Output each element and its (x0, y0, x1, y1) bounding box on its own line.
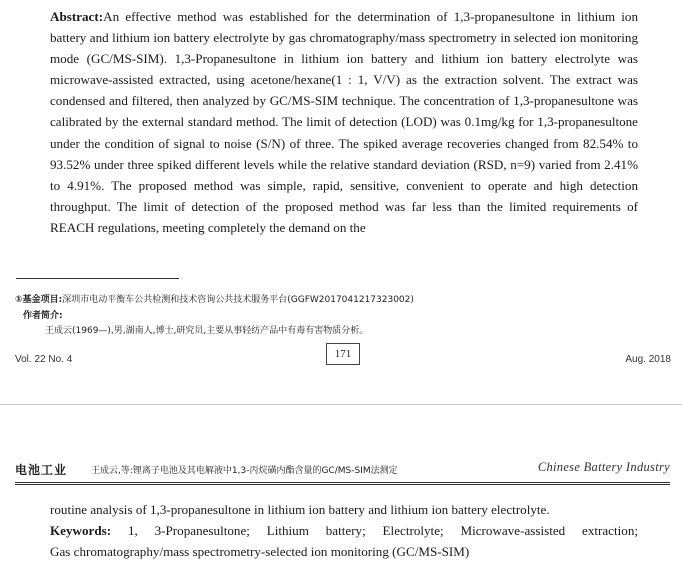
keywords-text-2: Gas chromatography/mass spectrometry-selected ion monitoring (GC/MS-SIM) (50, 544, 470, 560)
article-running-title: 王成云,等:锂离子电池及其电解液中1,3-丙烷磺内酯含量的GC/MS-SIM法测定 (91, 466, 398, 476)
page-separator-line (0, 404, 682, 405)
fund-footnote (15, 293, 655, 309)
journal-name-cn: 电池工业 (15, 463, 68, 477)
footnote-rule (16, 278, 179, 279)
keywords-label: Keywords (50, 523, 107, 539)
abstract-continuation (50, 499, 638, 562)
volume-number: Vol. 22 No. 4 (15, 354, 73, 365)
abstract-text: An effective method was established for the determination of 1,3-propanesultone in lithium ion battery and lithium ion battery electrolyte by gas chromatography/mass spectrometry in selected ion monitoring mode (GC/MS-SIM). 1,3-Propanesultone in lithium ion battery and lithium ion battery electrolyte was microwave-assisted extracted, using acetone/hexane(1 : 1, V/V) as the extraction solvent. The extract was condensed and filtered, then analyzed by GC/MS-SIM technique. The concentration of 1,3-propanesultone was calibrated by the external standard method. The limit of detection (LOD) was 0.1mg/kg for 1,3-propanesultone under the condition of signal to noise (S/N) of three. The spiked average recoveries changed from 82.54% to 93.52% under three spiked different levels while the relative standard deviation (RSD, n=9) varied from 2.41% to 4.91%. The proposed method was simple, rapid, sensitive, convenient to operate and high detection throughput. The limit of detection of the proposed method was far less than the limited requirements of REACH regulations, meeting completely the demand on the (50, 9, 638, 235)
author-label: 作者简介: (23, 310, 63, 321)
header-rule-top (15, 482, 670, 483)
keywords-line (50, 520, 638, 541)
abstract-paragraph (50, 6, 638, 238)
fund-text: 深圳市电动平衡车公共检测和技术咨询公共技术服务平台(GGFW2017041217323002) (62, 295, 414, 305)
author-label-line (15, 309, 655, 325)
footnote-block (15, 293, 655, 340)
page-number-box: 171 (326, 343, 360, 365)
abstract-label: Abstract (50, 9, 99, 24)
running-header (15, 460, 670, 482)
journal-name-en: Chinese Battery Industry (537, 460, 670, 474)
author-bio: 王成云(1969—),男,湖南人,博士,研究员,主要从事轻纺产品中有毒有害物质分析。 (45, 326, 369, 336)
page-folio (15, 343, 671, 373)
fund-label: ①基金项目: (15, 295, 63, 305)
header-rule-bottom (15, 484, 670, 485)
abstract-label-separator: : (98, 9, 104, 24)
issue-date: Aug. 2018 (625, 354, 671, 365)
keywords-text-1: 1, 3-Propanesultone; Lithium battery; Electrolyte; Microwave-assisted extraction; (127, 523, 639, 539)
keywords-label-separator: : (106, 523, 112, 539)
abstract-continuation-line: routine analysis of 1,3-propanesultone in lithium ion battery and lithium ion battery electrolyte. (50, 502, 550, 517)
